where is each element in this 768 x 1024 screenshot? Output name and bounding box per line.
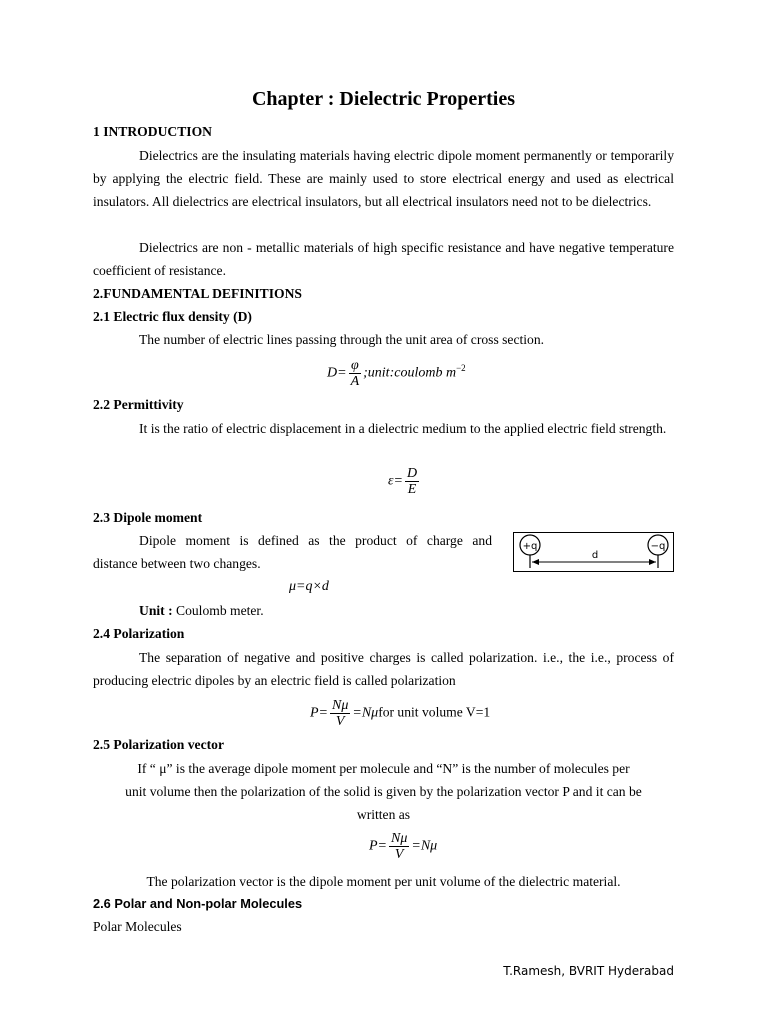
polvec-line-1: If “ μ” is the average dipole moment per molecule and “N” is the number of molecules per (137, 761, 630, 776)
flux-eq-rest: ;unit:coulomb m (363, 365, 457, 381)
polvec-line-2: unit volume then the polarization of the solid is given by the polarization vector P and it can be (125, 784, 642, 799)
intro-paragraph-2 (93, 236, 674, 282)
dipole-equation: μ=q×d (289, 579, 329, 594)
pol-eq-den: V (335, 714, 345, 729)
flux-eq-num: φ (350, 358, 359, 373)
intro-paragraph-1-text: Dielectrics are the insulating materials having electric dipole moment permanently or temporarily by applying the electric field. These are mainly used to store electrical energy and used as electrical insulators. All dielectrics are electrical insulators, but all electrical insulators need not to be dielectrics. (93, 148, 674, 209)
perm-eq-den: E (407, 482, 417, 497)
polvec-eq-rhs: =Nμ (411, 838, 438, 854)
polarization-vector-equation (369, 831, 437, 862)
polarization-text: The separation of negative and positive charges is called polarization. i.e., the i.e., process of producing electric dipoles by an electric field is called polarization (93, 650, 674, 688)
page-footer: T.Ramesh, BVRIT Hyderabad (503, 964, 674, 978)
polvec-after-text: The polarization vector is the dipole moment per unit volume of the dielectric material. (146, 874, 621, 889)
polarization-vector-heading: 2.5 Polarization vector (93, 737, 224, 752)
perm-eq-lhs: ε= (388, 473, 403, 489)
flux-text: The number of electric lines passing through the unit area of cross section. (139, 332, 545, 347)
dipole-text-2: distance between two changes. (93, 556, 261, 571)
flux-eq-den: A (350, 374, 360, 389)
distance-arrow-left-head (532, 559, 539, 565)
unit-line (139, 603, 264, 619)
unit-label: Unit : (139, 603, 173, 618)
intro-heading: 1 INTRODUCTION (93, 124, 212, 139)
negative-charge-label: −q (650, 541, 666, 552)
dipole-text-1: Dipole moment is defined as the product of charge and (139, 533, 492, 548)
perm-eq-num: D (406, 466, 418, 481)
polvec-eq-fraction (389, 831, 409, 862)
perm-eq-fraction (405, 466, 419, 497)
pol-eq-fraction (330, 698, 350, 729)
pol-eq-rhs: =Nμ (352, 705, 379, 721)
permittivity-heading: 2.2 Permittivity (93, 397, 184, 412)
flux-equation (327, 358, 466, 389)
polvec-eq-den: V (394, 847, 404, 862)
polarization-equation (310, 698, 490, 729)
flux-eq-fraction (349, 358, 362, 389)
polvec-eq-lhs: P= (369, 838, 387, 854)
positive-charge-label: +q (522, 541, 538, 552)
polvec-eq-num: Nμ (391, 831, 408, 846)
flux-eq-lhs: D= (327, 365, 347, 381)
fundamental-heading: 2.FUNDAMENTAL DEFINITIONS (93, 286, 302, 301)
permittivity-equation (388, 466, 421, 497)
flux-heading: 2.1 Electric flux density (D) (93, 309, 252, 324)
distance-arrow-right-head (649, 559, 656, 565)
page-title: Chapter : Dielectric Properties (251, 88, 516, 110)
intro-paragraph-2-text: Dielectrics are non - metallic materials of high specific resistance and have negative temperature coefficient of resistance. (93, 240, 674, 278)
dipole-heading: 2.3 Dipole moment (93, 510, 203, 525)
intro-paragraph-1 (93, 144, 674, 213)
polarization-paragraph (93, 646, 674, 692)
pol-eq-note: for unit volume V=1 (378, 704, 491, 720)
flux-eq-exp: −2 (456, 363, 466, 374)
permittivity-text: It is the ratio of electric displacement in a dielectric medium to the applied electric field strength. (139, 421, 667, 436)
unit-value: Coulomb meter. (176, 603, 264, 618)
distance-label: d (591, 550, 599, 561)
pol-eq-num: Nμ (332, 698, 349, 713)
pol-eq-lhs: P= (310, 705, 328, 721)
permittivity-paragraph (93, 417, 674, 440)
dipole-diagram (513, 532, 677, 574)
polvec-line-3: written as (356, 807, 411, 822)
polarization-heading: 2.4 Polarization (93, 626, 185, 641)
polar-molecules-heading: 2.6 Polar and Non-polar Molecules (93, 896, 303, 911)
polar-molecules-subheading: Polar Molecules (93, 919, 182, 934)
